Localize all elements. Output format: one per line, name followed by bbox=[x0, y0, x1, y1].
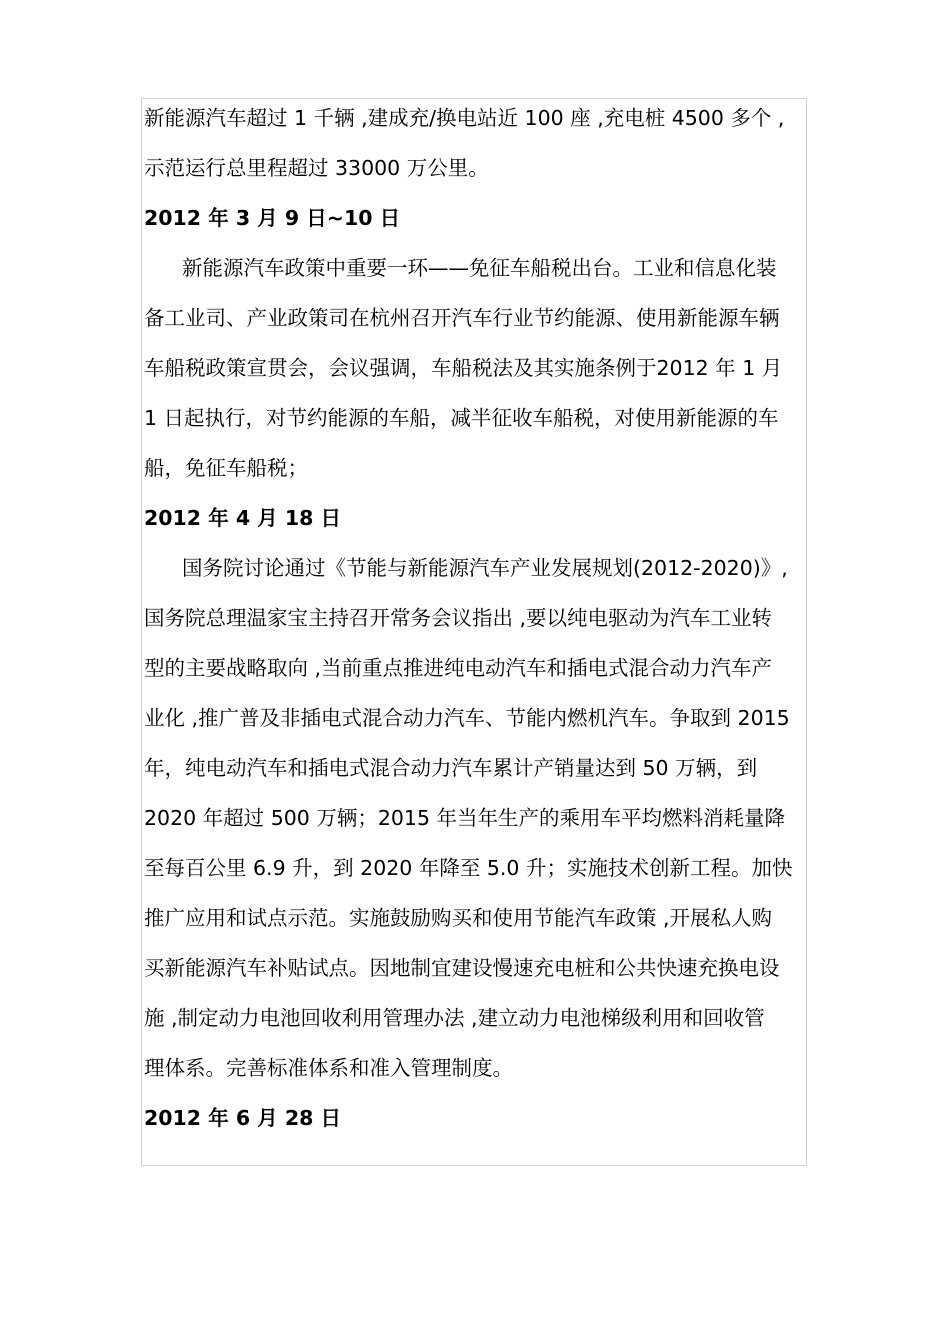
text-line: 国务院总理温家宝主持召开常务会议指出 ,要以纯电驱动为汽车工业转 bbox=[144, 606, 773, 630]
text-line: 国务院讨论通过《节能与新能源汽车产业发展规划(2012-2020)》, bbox=[182, 556, 788, 580]
date-heading: 2012 年 3 月 9 日~10 日 bbox=[144, 206, 401, 230]
text-line: 理体系。完善标准体系和准入管理制度。 bbox=[144, 1056, 513, 1080]
text-line: 备工业司、产业政策司在杭州召开汽车行业节约能源、使用新能源车辆 bbox=[144, 306, 780, 330]
text-line: 新能源汽车超过 1 千辆 ,建成充/换电站近 100 座 ,充电桩 4500 多个 , bbox=[144, 106, 785, 130]
text-line: 型的主要战略取向 ,当前重点推进纯电动汽车和插电式混合动力汽车产 bbox=[144, 656, 773, 680]
text-line: 买新能源汽车补贴试点。因地制宜建设慢速充电桩和公共快速充换电设 bbox=[144, 956, 780, 980]
text-line: 船，免征车船税； bbox=[144, 456, 308, 480]
document-body bbox=[144, 93, 812, 1143]
date-heading: 2012 年 4 月 18 日 bbox=[144, 506, 342, 530]
text-line: 示范运行总里程超过 33000 万公里。 bbox=[144, 156, 489, 180]
text-line: 业化 ,推广普及非插电式混合动力汽车、节能内燃机汽车。争取到 2015 bbox=[144, 706, 790, 730]
text-line: 推广应用和试点示范。实施鼓励购买和使用节能汽车政策 ,开展私人购 bbox=[144, 906, 773, 930]
date-heading: 2012 年 6 月 28 日 bbox=[144, 1106, 342, 1130]
text-line: 年，纯电动汽车和插电式混合动力汽车累计产销量达到 50 万辆，到 bbox=[144, 756, 758, 780]
text-line: 车船税政策宣贯会，会议强调，车船税法及其实施条例于2012 年 1 月 bbox=[144, 356, 783, 380]
text-line: 施 ,制定动力电池回收利用管理办法 ,建立动力电池梯级利用和回收管 bbox=[144, 1006, 765, 1030]
text-line: 至每百公里 6.9 升，到 2020 年降至 5.0 升；实施技术创新工程。加快 bbox=[144, 856, 793, 880]
text-line: 1 日起执行，对节约能源的车船，减半征收车船税，对使用新能源的车 bbox=[144, 406, 779, 430]
text-line: 2020 年超过 500 万辆；2015 年当年生产的乘用车平均燃料消耗量降 bbox=[144, 806, 786, 830]
text-line: 新能源汽车政策中重要一环——免征车船税出台。工业和信息化装 bbox=[182, 256, 777, 280]
